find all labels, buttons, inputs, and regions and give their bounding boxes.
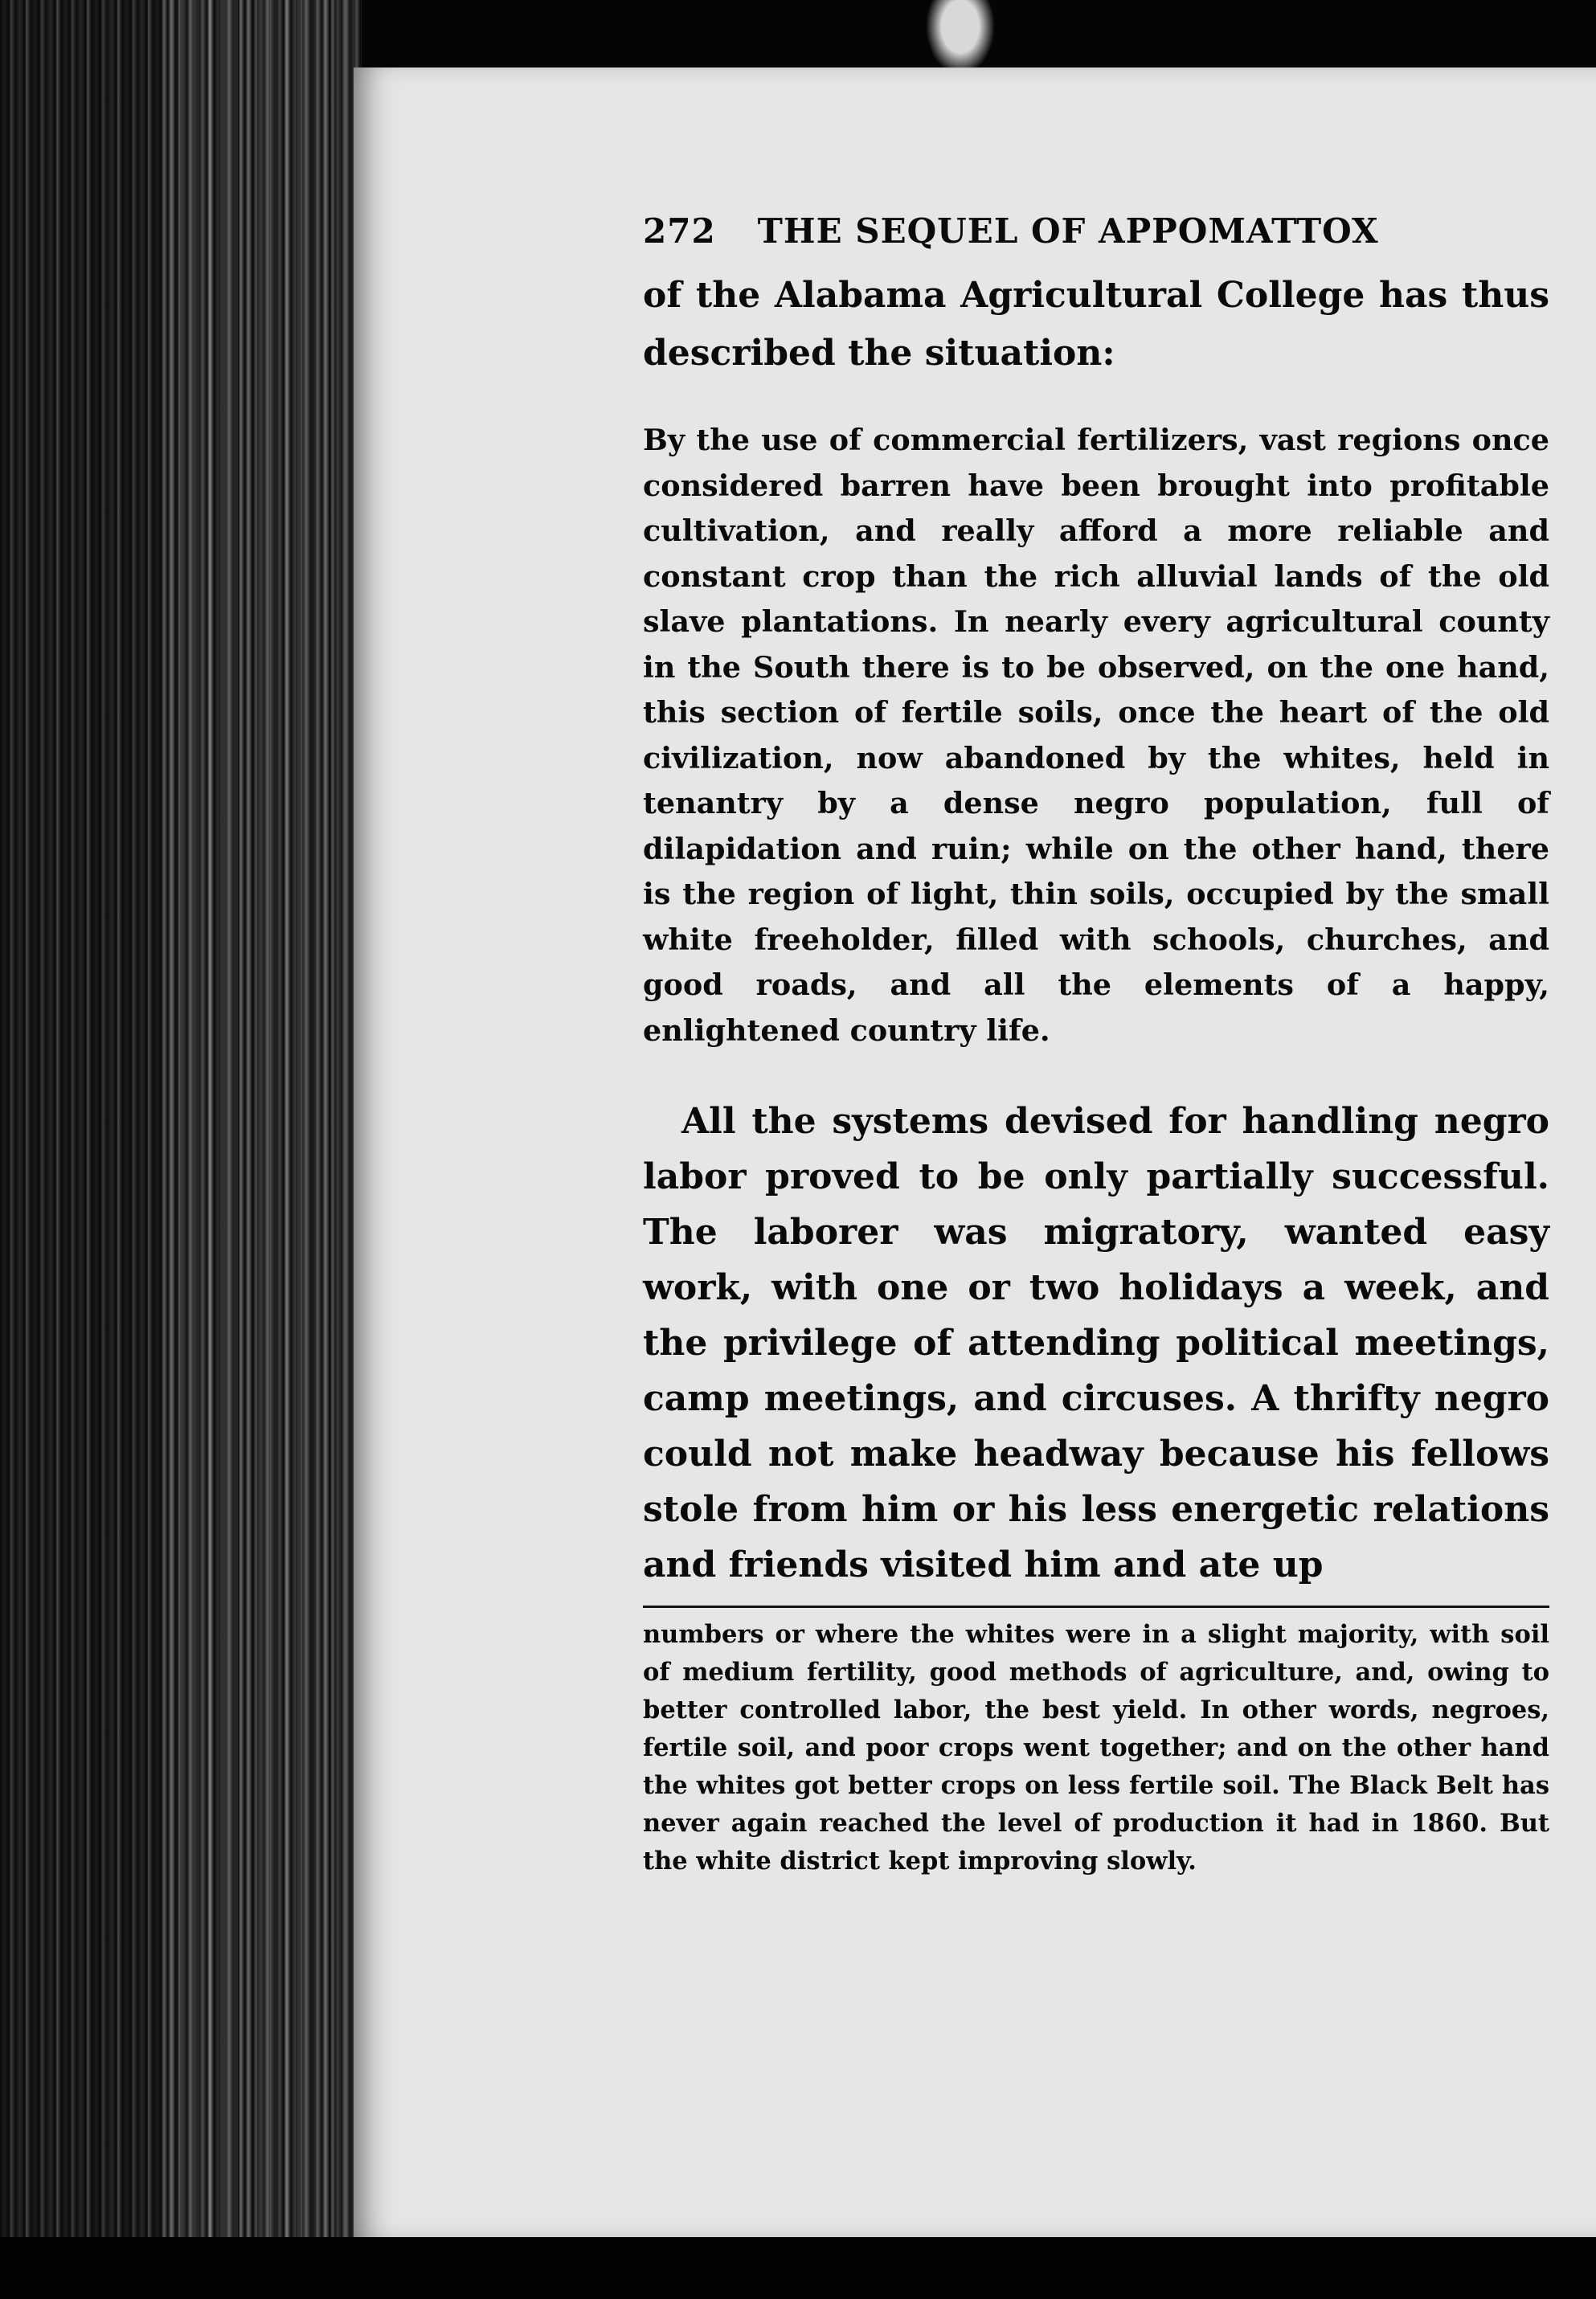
block-quote: By the use of commercial fertilizers, vast regions once considered barren have been brought into profitable cultivation, and really afford a more reliable and constant crop than the rich alluvial lands of the old slave plantations. In nearly every agricultural county in the South there is to be observed, on the one hand, this section of fertile soils, once the heart of the old civilization, now abandoned by the whites, held in tenantry by a dense negro population, full of dilapidation and ruin; while on the other hand, there is the region of light, thin soils, occupied by the small white freeholder, filled with schools, churches, and good roads, and all the elements of a happy, enlightened country life. bbox=[643, 423, 1549, 1048]
page bbox=[354, 67, 1596, 2237]
lead-paragraph: of the Alabama Agricultural College has thus described the situation: bbox=[643, 275, 1549, 374]
running-head bbox=[643, 212, 1549, 251]
text-block bbox=[643, 212, 1549, 1880]
running-title: THE SEQUEL OF APPOMATTOX bbox=[757, 211, 1379, 251]
footnote-rule bbox=[643, 1606, 1549, 1608]
scan-bottom-edge bbox=[0, 2237, 1596, 2299]
page-number: 272 bbox=[643, 211, 716, 251]
footnote: numbers or where the whites were in a slight majority, with soil of medium fertility, good methods of agriculture, and, owing to better controlled labor, the best yield. In other words, negroes, fertile soil, and poor crops went together; and on the other hand the whites got better crops on less fertile soil. The Black Belt has never again reached the level of production it had in 1860. But the white district kept improving slowly. bbox=[643, 1620, 1549, 1876]
book-gutter bbox=[0, 0, 362, 2299]
body-paragraph: All the systems devised for handling negro labor proved to be only partially successful. The laborer was migratory, wanted easy work, with one or two holidays a week, and the privilege of attending political meetings, camp meetings, and circuses. A thrifty negro could not make headway because his fellows stole from him or his less energetic relations and friends visited him and ate up bbox=[643, 1101, 1549, 1585]
